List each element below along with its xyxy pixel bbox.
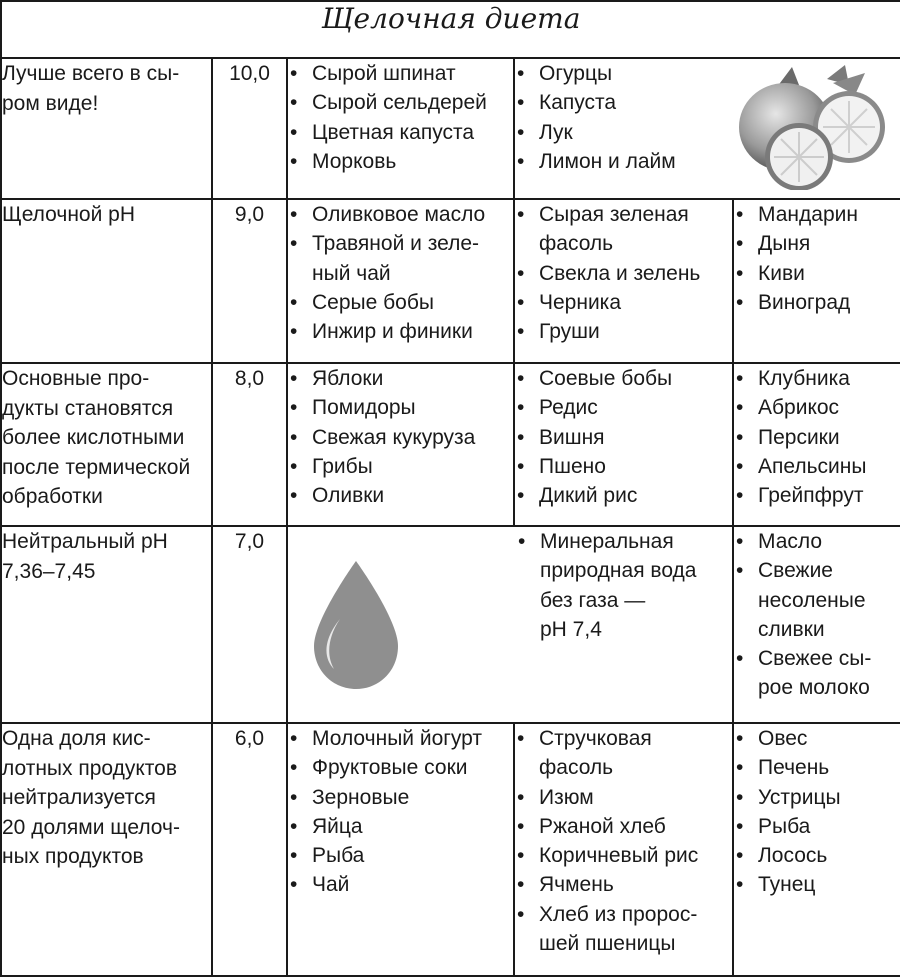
list-item: • Ржаной хлеб: [515, 812, 732, 841]
list-item: • Фруктовые соки: [288, 753, 513, 782]
list-item: • Лук: [515, 118, 900, 147]
list-item: • Свежая кукуруза: [288, 423, 513, 452]
row-description: Щелочной рН: [1, 199, 212, 363]
list-item: • Рыба: [734, 812, 900, 841]
list-item: • Лосось: [734, 841, 900, 870]
list-item: • Минеральная природная вода без газа — рН 7,4: [516, 527, 732, 644]
list-item: • Коричневый рис: [515, 841, 732, 870]
list-item: • Сырой шпинат: [288, 59, 513, 88]
list-item: • Пшено: [515, 452, 732, 481]
table-row: [1, 526, 900, 723]
ph-value: 10,0: [212, 58, 287, 199]
list-item: • Груши: [515, 317, 732, 346]
food-list-column-2: [514, 363, 733, 526]
list-item: • Киви: [734, 259, 900, 288]
table-row: [1, 199, 900, 363]
list-item: • Стручковая фасоль: [515, 724, 732, 783]
list-item: • Яблоки: [288, 364, 513, 393]
list-item: • Грибы: [288, 452, 513, 481]
food-list-column-1: [287, 363, 514, 526]
list-item: • Соевые бобы: [515, 364, 732, 393]
list-item: • Яйца: [288, 812, 513, 841]
list-item: • Грейпфрут: [734, 481, 900, 510]
food-list-column-3: [733, 723, 900, 976]
list-item: • Апельсины: [734, 452, 900, 481]
list-item: • Дыня: [734, 229, 900, 258]
food-list-column-2: [514, 199, 733, 363]
list-item: • Хлеб из пророс- шей пшеницы: [515, 900, 732, 959]
list-item: • Свежие несоленые сливки: [734, 556, 900, 644]
list-item: • Лимон и лайм: [515, 147, 900, 176]
ph-value: 6,0: [212, 723, 287, 976]
list-item: • Персики: [734, 423, 900, 452]
neutral-cell: [287, 526, 733, 723]
food-list-column-1: [287, 199, 514, 363]
food-list-column-3: [733, 363, 900, 526]
list-item: • Сырая зеленая фасоль: [515, 200, 732, 259]
list-item: • Дикий рис: [515, 481, 732, 510]
list-item: • Вишня: [515, 423, 732, 452]
list-item: • Морковь: [288, 147, 513, 176]
water-drop-icon: [310, 559, 402, 691]
table-row: [1, 363, 900, 526]
list-item: • Свежее сы- рое молоко: [734, 644, 900, 703]
list-item: • Помидоры: [288, 393, 513, 422]
food-list-column-3: [733, 199, 900, 363]
food-list-column-3: [733, 526, 900, 723]
list-item: • Тунец: [734, 870, 900, 899]
table-row: [1, 58, 900, 199]
ph-value: 9,0: [212, 199, 287, 363]
list-item: • Серые бобы: [288, 288, 513, 317]
list-item: • Свекла и зелень: [515, 259, 732, 288]
table-row: [1, 723, 900, 976]
list-item: • Оливковое масло: [288, 200, 513, 229]
table-title: Щелочная диета: [1, 1, 900, 58]
list-item: • Молочный йогурт: [288, 724, 513, 753]
food-list-column-2: [514, 723, 733, 976]
row-description: Нейтральный рН 7,36–7,45: [1, 526, 212, 723]
list-item: • Сырой сельдерей: [288, 88, 513, 117]
list-item: • Инжир и финики: [288, 317, 513, 346]
row-description: Одна доля кис- лотных продуктов нейтрализуется 20 долями щелоч- ных продуктов: [1, 723, 212, 976]
list-item: • Виноград: [734, 288, 900, 317]
list-item: • Рыба: [288, 841, 513, 870]
list-item: • Огурцы: [515, 59, 900, 88]
lemon-lime-illustration: [737, 65, 887, 190]
list-item: • Печень: [734, 753, 900, 782]
list-item: • Травяной и зеле- ный чай: [288, 229, 513, 288]
ph-value: 7,0: [212, 526, 287, 723]
food-list-column-1: [287, 723, 514, 976]
list-item: • Ячмень: [515, 870, 732, 899]
row-description: Основные про- дукты становятся более кислотными после термической обработки: [1, 363, 212, 526]
list-item: • Капуста: [515, 88, 900, 117]
list-item: • Изюм: [515, 783, 732, 812]
list-item: • Масло: [734, 527, 900, 556]
food-list-column-1: [287, 58, 514, 199]
list-item: • Овес: [734, 724, 900, 753]
list-item: • Клубника: [734, 364, 900, 393]
list-item: • Мандарин: [734, 200, 900, 229]
list-item: • Оливки: [288, 481, 513, 510]
food-list-column-2: [514, 58, 900, 199]
list-item: • Устрицы: [734, 783, 900, 812]
list-item: • Абрикос: [734, 393, 900, 422]
list-item: • Черника: [515, 288, 732, 317]
ph-value: 8,0: [212, 363, 287, 526]
list-item: • Редис: [515, 393, 732, 422]
list-item: • Зерновые: [288, 783, 513, 812]
list-item: • Цветная капуста: [288, 118, 513, 147]
row-description: Лучше всего в сы- ром виде!: [1, 58, 212, 199]
list-item: • Чай: [288, 870, 513, 899]
